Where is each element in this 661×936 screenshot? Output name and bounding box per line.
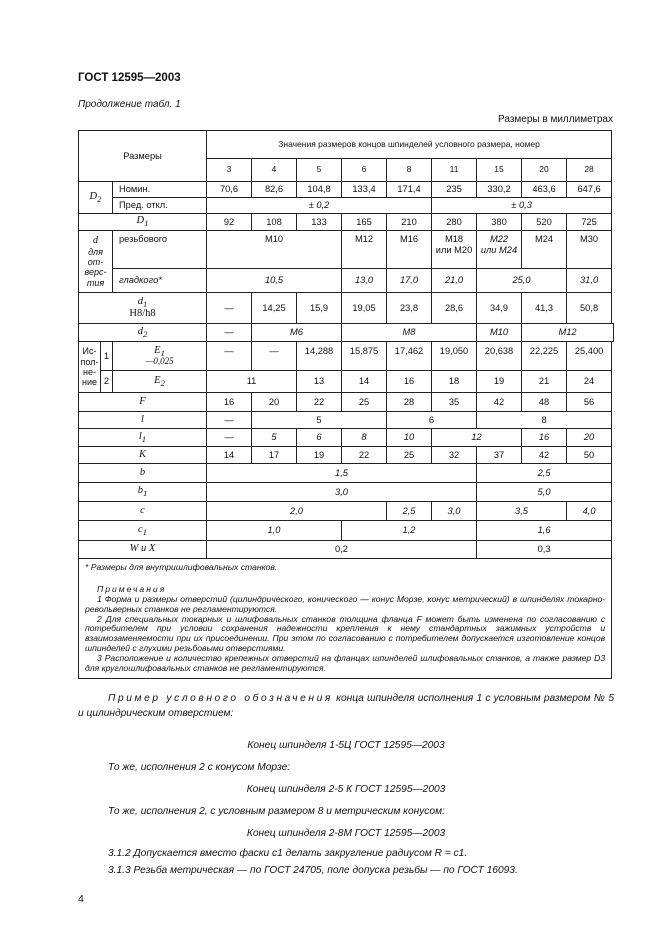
table-cell: 235 (432, 182, 477, 198)
table-cell: 50,8 (567, 293, 612, 324)
table-cell: 5 (252, 412, 387, 429)
table-cell: 20 (252, 393, 297, 412)
table-cell: — (207, 293, 252, 324)
table-cell: 14,25 (252, 293, 297, 324)
table-cell: 17,0 (387, 269, 432, 293)
table-cell: 2,5 (477, 464, 612, 483)
l1-label: $l_1$ (79, 429, 207, 447)
D1-label: $D_1$ (79, 214, 207, 231)
footnote: * Размеры для внутришлифовальных станков. (85, 562, 278, 572)
size-header: 6 (342, 159, 387, 182)
table-cell: 32 (432, 447, 477, 464)
table-cell: 37 (477, 447, 522, 464)
table-row (79, 182, 614, 198)
table-cell: 21 (522, 371, 567, 393)
table-cell: 17 (252, 447, 297, 464)
table-cell: 3,0 (207, 483, 477, 502)
table-cell: 0,2 (207, 541, 477, 559)
table-cell: 647,6 (567, 182, 612, 198)
table-cell: 14 (207, 447, 252, 464)
table-cell: 19 (477, 371, 522, 393)
table-cell: 56 (567, 393, 612, 412)
l-label: l (79, 412, 207, 429)
table-cell: 24 (567, 371, 612, 393)
table-cell: 13,0 (342, 269, 387, 293)
table-cell: 1,5 (207, 464, 477, 483)
table-cell: 10 (387, 429, 432, 447)
table-row (79, 521, 614, 541)
note-2: 2 Для специальных токарных и шлифовальных станков толщина фланца F может быть изменена по согласованию с потребителем при условии сохранения надежности крепления к нему стандартных зажимных устройств и взаимозаменяемости при их присоединении. При этом по согласованию с потребителем допускается изготовление концов шпинделей с глухими резьбовыми отверстиями. (85, 613, 606, 654)
table-cell: — (207, 412, 252, 429)
table-row (79, 447, 614, 464)
table-row (79, 198, 614, 214)
execution-2: 2 (101, 371, 113, 393)
table-cell: 25 (342, 393, 387, 412)
size-header: 11 (432, 159, 477, 182)
table-cell: 92 (207, 214, 252, 231)
table-row (79, 541, 614, 559)
table-cell: 5 (252, 429, 297, 447)
example-text: конца шпинделя исполнения 1 с условным размером № 5 и цилиндрическим отверстием: (78, 693, 614, 719)
table-cell: 16 (207, 393, 252, 412)
table-header-row (79, 131, 614, 159)
table-cell: 16 (387, 371, 432, 393)
table-cell: 463,6 (522, 182, 567, 198)
table-cell: 133,4 (342, 182, 387, 198)
designation-1: Конец шпинделя 1-5Ц ГОСТ 12595—2003 (247, 740, 445, 751)
table-cell: M10 (477, 324, 522, 342)
designation-3: Конец шпинделя 2-8М ГОСТ 12595—2003 (246, 828, 446, 839)
table-row (79, 342, 614, 371)
notes-row (79, 559, 614, 679)
table-row (79, 393, 614, 412)
table-cell: 520 (522, 214, 567, 231)
table-continuation-label: Продолжение табл. 1 (78, 99, 181, 110)
d2-label: $d_2$ (79, 324, 207, 342)
table-row (79, 502, 614, 521)
table-cell: 34,9 (477, 293, 522, 324)
table-cell: 4,0 (567, 502, 612, 521)
table-cell: 8 (477, 412, 612, 429)
table-cell: ± 0,3 (432, 198, 612, 214)
table-cell: 2,0 (207, 502, 387, 521)
table-cell: 3,0 (432, 502, 477, 521)
table-row (79, 324, 614, 342)
F-label: F (79, 393, 207, 412)
table-cell: 2,5 (387, 502, 432, 521)
table-cell: 725 (567, 214, 612, 231)
c-label: c (79, 502, 207, 521)
table-cell: 1,2 (342, 521, 477, 541)
page-number: 4 (78, 893, 84, 905)
table-cell: 1,6 (477, 521, 612, 541)
values-header: Значения размеров концов шпинделей условного размера, номер (207, 131, 612, 159)
table-cell: 25 (387, 447, 432, 464)
table-cell: 20,638 (477, 342, 522, 371)
table-row (79, 483, 614, 502)
table-cell: 133 (297, 214, 342, 231)
table-row (79, 293, 614, 324)
clause-3-1-3: 3.1.3 Резьба метрическая — по ГОСТ 24705, поле допуска резьбы — по ГОСТ 16093. (108, 865, 518, 876)
table-cell: 50 (567, 447, 612, 464)
table-cell: 8 (342, 429, 387, 447)
table-cell: 380 (477, 214, 522, 231)
table-row (79, 412, 614, 429)
table-cell: 42 (477, 393, 522, 412)
b-label: b (79, 464, 207, 483)
table-cell: 280 (432, 214, 477, 231)
table-cell: 19,05 (342, 293, 387, 324)
table-cell: 210 (387, 214, 432, 231)
table-cell: 22 (297, 393, 342, 412)
table-cell: 21,0 (432, 269, 477, 293)
table-cell: 10,5 (207, 269, 342, 293)
table-row (79, 371, 614, 393)
table-cell: 12 (432, 429, 522, 447)
example-lead: Пример условного обозначения (108, 693, 333, 704)
thread-label: резьбового (113, 231, 207, 269)
table-cell: 5,0 (477, 483, 612, 502)
table-cell: M24 (522, 231, 567, 269)
table-cell: 48 (522, 393, 567, 412)
table-cell: — (252, 342, 297, 371)
table-cell: 22 (342, 447, 387, 464)
E2-label: $E_2$ (113, 371, 207, 393)
table-cell: 18 (432, 371, 477, 393)
note-1: 1 Форма и размеры отверстий (цилиндрического, конического — конус Морзе, конус метрический) в шпинделях токарно-револьверных станков не регламентируются. (85, 593, 606, 614)
table-cell: — (207, 342, 252, 371)
c1-label: $c_1$ (79, 521, 207, 541)
K-label: K (79, 447, 207, 464)
table-cell: M30 (567, 231, 612, 269)
dimensions-header: Размеры (79, 131, 207, 182)
table-cell: 165 (342, 214, 387, 231)
table-cell: 6 (387, 412, 477, 429)
example-paragraph (78, 692, 614, 722)
table-cell: 20 (567, 429, 612, 447)
table-cell: 11 (207, 371, 297, 393)
table-cell: 82,6 (252, 182, 297, 198)
units-label: Размеры в миллиметрах (498, 114, 613, 125)
table-cell: 25,400 (567, 342, 612, 371)
table-cell: 19,050 (432, 342, 477, 371)
table-cell: — (207, 324, 252, 342)
execution-label: Ис- пол- не- ние (79, 342, 101, 393)
table-cell: ± 0,2 (207, 198, 432, 214)
spindle-dimensions-table (78, 130, 614, 679)
table-cell: 0,3 (477, 541, 612, 559)
example-line-3: То же, исполнения 2, с условным размером 8 и метрическим конусом: (108, 806, 445, 817)
tolerance-label: Пред. откл. (113, 198, 207, 214)
size-header: 3 (207, 159, 252, 182)
table-cell: M12 (342, 231, 387, 269)
table-cell: 25,0 (477, 269, 567, 293)
table-row (79, 429, 614, 447)
E1-label: $E_1$ —0,025 (113, 342, 207, 371)
execution-1: 1 (101, 342, 113, 371)
table-cell: 16 (522, 429, 567, 447)
table-row (79, 231, 614, 269)
table-cell: 104,8 (297, 182, 342, 198)
size-header: 5 (297, 159, 342, 182)
size-header: 15 (477, 159, 522, 182)
table-cell: M18 или M20 (432, 231, 477, 269)
table-cell: 17,462 (387, 342, 432, 371)
designation-2: Конец шпинделя 2-5 К ГОСТ 12595—2003 (246, 784, 446, 795)
hole-d-label: d для от- верс- тия (79, 231, 113, 293)
table-cell: 31,0 (567, 269, 612, 293)
table-cell: 15,9 (297, 293, 342, 324)
table-cell: 42 (522, 447, 567, 464)
table-cell: 19 (297, 447, 342, 464)
smooth-label: гладкого* (113, 269, 207, 293)
document-header: ГОСТ 12595—2003 (78, 72, 181, 84)
nominal-label: Номин. (113, 182, 207, 198)
note-3: 3 Расположение и количество крепежных отверстий на фланцах шпинделей шлифовальных станков, а также размер D3 для круглошлифовальных станков не регламентируются. (85, 653, 606, 673)
table-cell: 22,225 (522, 342, 567, 371)
size-header: 20 (522, 159, 567, 182)
table-cell: 28 (387, 393, 432, 412)
table-cell: M6 (252, 324, 342, 342)
table-cell: 70,6 (207, 182, 252, 198)
table-cell: 23,8 (387, 293, 432, 324)
table-cell: 330,2 (477, 182, 522, 198)
size-header: 4 (252, 159, 297, 182)
table-cell: 3,5 (477, 502, 567, 521)
table-cell: 108 (252, 214, 297, 231)
example-line-2: То же, исполнения 2 с конусом Морзе: (108, 762, 291, 773)
notes-heading: Примечания (97, 583, 167, 594)
table-cell: 35 (432, 393, 477, 412)
table-cell: — (207, 429, 252, 447)
table-cell: 1,0 (207, 521, 342, 541)
WX-label: W и X (79, 541, 207, 559)
size-header: 28 (567, 159, 612, 182)
table-cell: M10 (207, 231, 342, 269)
d1-label: $d_1$ H8/h8 (79, 293, 207, 324)
clause-3-1-2: 3.1.2 Допускается вместо фаски c1 делать закругление радиусом R = c1. (108, 848, 468, 859)
table-row (79, 464, 614, 483)
table-cell: 6 (297, 429, 342, 447)
size-header: 8 (387, 159, 432, 182)
table-cell: 14,288 (297, 342, 342, 371)
table-cell: 15,875 (342, 342, 387, 371)
table-cell: M8 (342, 324, 477, 342)
table-cell: 171,4 (387, 182, 432, 198)
b1-label: $b_1$ (79, 483, 207, 502)
table-notes (79, 559, 612, 679)
table-cell: 14 (342, 371, 387, 393)
table-cell: 41,3 (522, 293, 567, 324)
table-cell: 28,6 (432, 293, 477, 324)
table-row (79, 214, 614, 231)
D2-label: $D_2$ (79, 182, 113, 214)
table-row (79, 269, 614, 293)
table-cell: M22 или M24 (477, 231, 522, 269)
table-cell: M12 (522, 324, 614, 342)
table-cell: 13 (297, 371, 342, 393)
table-cell: M16 (387, 231, 432, 269)
